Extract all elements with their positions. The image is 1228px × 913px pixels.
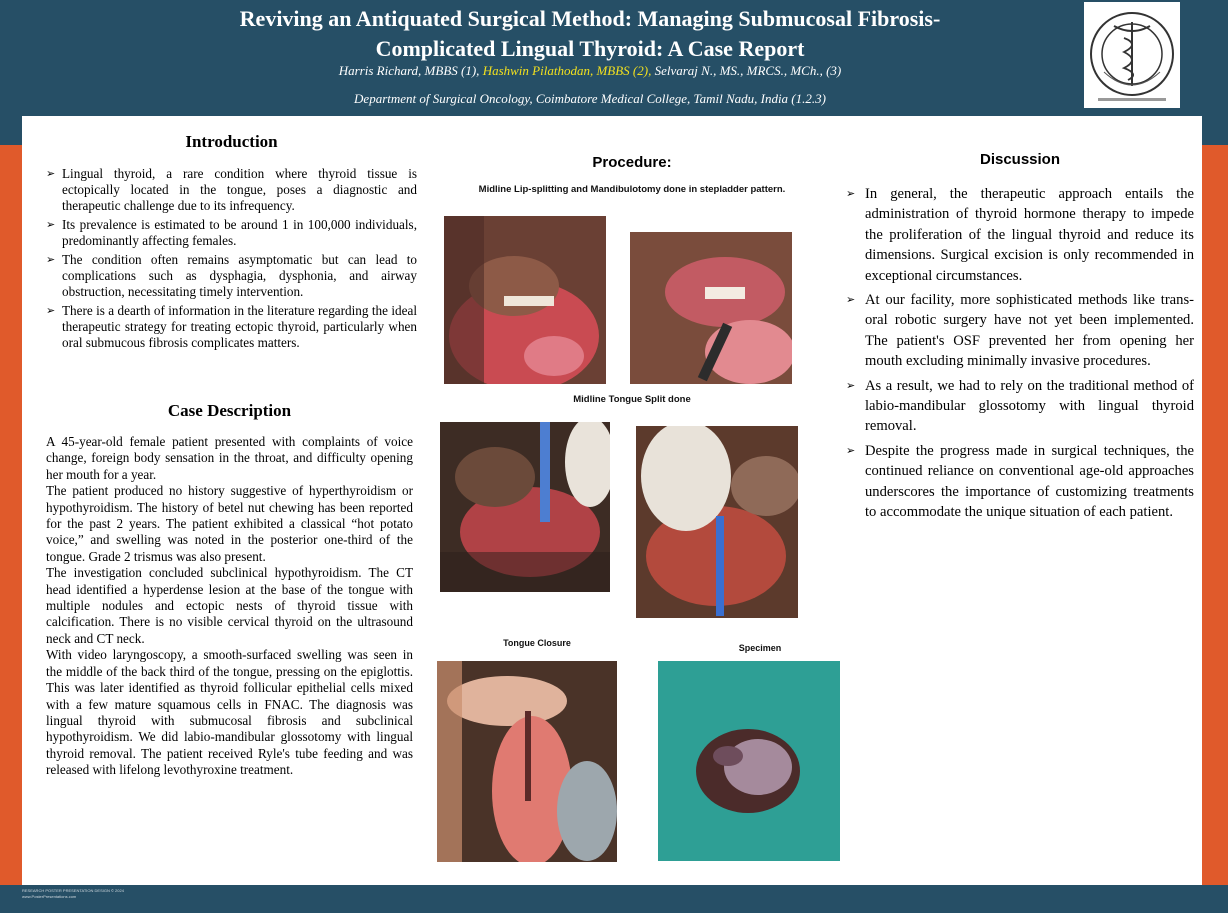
footer-credit	[22, 888, 124, 900]
photo-lip-split-2	[630, 232, 792, 384]
title-line-2: Complicated Lingual Thyroid: A Case Report	[375, 36, 805, 61]
poster-title	[140, 4, 1040, 64]
footer-line-1: RESEARCH POSTER PRESENTATION DESIGN © 2024	[22, 888, 124, 893]
college-seal-icon	[1084, 2, 1180, 108]
photo-tongue-split-2	[636, 426, 798, 618]
content-panel	[22, 116, 1202, 885]
case-paragraph-4: With video laryngoscopy, a smooth-surfaced swelling was seen in the middle of the back third of the tongue, pressing on the epiglottis. This was later identified as thyroid follicular epithelial cells mixed with a few mature squamous cells in FNAC. The diagnosis was lingual thyroid with submucosal fibrosis and subclinical hypothyroidism. We did labio-mandibular glossotomy with lingual thyroid removal. The patient received Ryle's tube feeding and was released with lifelong levothyroxine treatment.	[46, 647, 413, 778]
discussion-bullets	[846, 184, 1194, 523]
discussion-section	[846, 151, 1194, 527]
department-affiliation: Department of Surgical Oncology, Coimbatore Medical College, Tamil Nadu, India (1.2.3)	[354, 91, 826, 106]
footer-line-2: www.PosterPresentations.com	[22, 894, 77, 899]
procedure-section	[437, 154, 827, 171]
introduction-bullets	[46, 166, 417, 351]
caption-specimen: Specimen	[738, 643, 782, 653]
case-paragraph-2: The patient produced no history suggestive of hyperthyroidism or hypothyroidism. The history of betel nut chewing has been reported for the past 2 years. The patient exhibited a classical “hot potato voice,” and swelling was noted in the posterior one-third of the tongue. Grade 2 trismus was also present.	[46, 483, 413, 564]
poster-header	[0, 0, 1228, 115]
college-logo	[1084, 2, 1180, 108]
caption-tongue-split: Midline Tongue Split done	[573, 394, 691, 405]
introduction-bullet: ➢ Its prevalence is estimated to be around 1 in 100,000 individuals, predominantly affecting females.	[46, 217, 417, 249]
caption-lip-split: Midline Lip-splitting and Mandibulotomy done in stepladder pattern.	[478, 184, 786, 195]
introduction-bullet: ➢ There is a dearth of information in the literature regarding the ideal therapeutic strategy for treating ectopic thyroid, particularly when oral submucous fibrosis complicates matters.	[46, 303, 417, 351]
author-list	[140, 63, 1040, 79]
author-1: Harris Richard, MBBS (1),	[338, 63, 483, 78]
procedure-heading: Procedure:	[592, 154, 672, 171]
discussion-bullet: ➢ In general, the therapeutic approach entails the administration of thyroid hormone therapy to impede the proliferation of the lingual thyroid and reduce its dimensions. Surgical excision is only recommended in exceptional circumstances.	[846, 184, 1194, 286]
discussion-heading: Discussion	[979, 151, 1061, 168]
photo-tongue-split-1	[440, 422, 610, 592]
photo-lip-split-1	[444, 216, 606, 384]
case-paragraph-1: A 45-year-old female patient presented with complaints of voice change, foreign body sensation in the throat, and difficulty opening her mouth for a year.	[46, 434, 413, 482]
caption-tongue-closure: Tongue Closure	[503, 638, 571, 648]
introduction-section	[46, 132, 417, 354]
case-description-section	[46, 401, 413, 779]
case-description-heading: Case Description	[167, 401, 292, 420]
discussion-bullet: ➢ Despite the progress made in surgical techniques, the continued reliance on conventional age-old approaches underscores the importance of customizing treatments to accommodate the unique situation of each patient.	[846, 441, 1194, 523]
discussion-bullet: ➢ At our facility, more sophisticated methods like trans-oral robotic surgery have not yet been implemented. The patient's OSF prevented her from opening her mouth excluding minimally invasive procedures.	[846, 290, 1194, 372]
introduction-bullet: ➢ Lingual thyroid, a rare condition where thyroid tissue is ectopically located in the tongue, poses a diagnostic and therapeutic challenge due to its infrequency.	[46, 166, 417, 214]
case-paragraph-3: The investigation concluded subclinical hypothyroidism. The CT head identified a hyperdense lesion at the base of the tongue with multiple nodules and ectopic nests of thyroid tissue with calcification. There is no visible cervical thyroid on the ultrasound neck and CT neck.	[46, 565, 413, 646]
author-2: Hashwin Pilathodan, MBBS (2),	[482, 63, 652, 78]
discussion-bullet: ➢ As a result, we had to rely on the traditional method of labio-mandibular glossotomy with lingual thyroid removal.	[846, 376, 1194, 437]
introduction-bullet: ➢ The condition often remains asymptomatic but can lead to complications such as dysphagia, dysphonia, and airway obstruction, necessitating timely intervention.	[46, 252, 417, 300]
author-3: Selvaraj N., MS., MRCS., MCh., (3)	[651, 63, 842, 78]
photo-specimen	[658, 661, 840, 861]
title-line-1: Reviving an Antiquated Surgical Method: Managing Submucosal Fibrosis-	[239, 6, 941, 31]
introduction-heading: Introduction	[185, 132, 278, 151]
photo-tongue-closure	[437, 661, 617, 862]
